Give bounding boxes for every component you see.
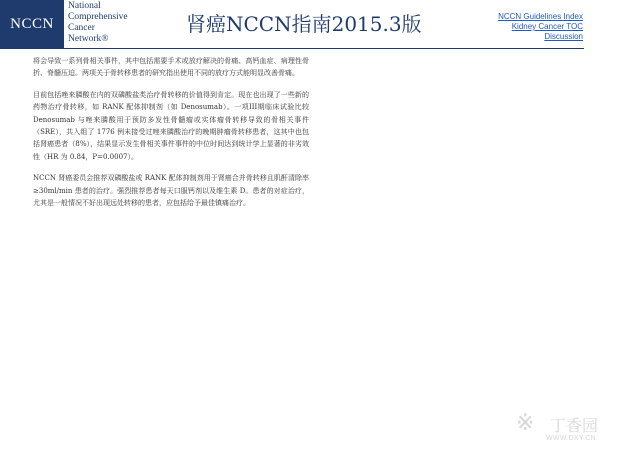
watermark-name: 丁香园 — [550, 416, 599, 435]
org-line: National — [68, 1, 101, 11]
kidney-cancer-toc-link[interactable]: Kidney Cancer TOC — [511, 22, 583, 31]
guidelines-index-link[interactable]: NCCN Guidelines Index — [498, 12, 583, 21]
watermark — [510, 407, 620, 447]
header-divider — [0, 48, 584, 49]
org-line: Cancer — [68, 23, 95, 33]
watermark-url: WWW.DXY.CN — [546, 435, 596, 442]
logo-text: NCCN — [10, 15, 54, 32]
discussion-body — [33, 55, 309, 218]
nccn-logo — [0, 0, 64, 48]
discussion-link[interactable]: Discussion — [544, 32, 583, 41]
org-line: Network® — [68, 34, 109, 44]
paragraph: 目前包括唑来膦酸在内的双磷酸盐类治疗骨转移的价值得到肯定。现在也出现了一些新的药物治疗骨转移，如 RANK 配体抑制剂（如 Denosumab）。一项III期临床试验比较 Denosumab 与唑来膦酸用于预防多发性骨髓瘤或实体瘤骨转移导致的骨相关事件（SRE），共入组了 1776 例未接受过唑来膦酸治疗的晚期肿瘤骨转移患者，这其中也包括肾癌患者（8%），结果显示发生骨相关事件事件的中位时间达到统计学上显著的非劣效性（HR 为 0.84，P=0.0007）。 — [33, 90, 309, 161]
organization-name — [68, 1, 168, 45]
watermark-logo-icon: ※ — [516, 411, 535, 436]
paragraph: NCCN 肾癌委员会推荐双磷酸盐或 RANK 配体抑制剂用于肾癌合并骨转移且肌酐清除率≥30ml/min 患者的治疗。强烈推荐患者每天口服钙剂以及维生素 D。患者的对症治疗，尤其是一般情况不好出现远处转移的患者，应包括给予最佳镇痛治疗。 — [33, 174, 309, 208]
page-title: 肾癌NCCN指南2015.3版 — [186, 12, 422, 36]
paragraph: 将会导致一系列骨相关事件，其中包括需要手术或放疗解决的骨痛、高钙血症、病理性骨折、脊髓压迫。两项关于骨转移患者的研究指出使用不同的放疗方式能明显改善骨痛。 — [33, 57, 309, 78]
guideline-links — [498, 12, 583, 42]
org-line: Comprehensive — [68, 12, 128, 22]
page-header — [0, 0, 640, 48]
